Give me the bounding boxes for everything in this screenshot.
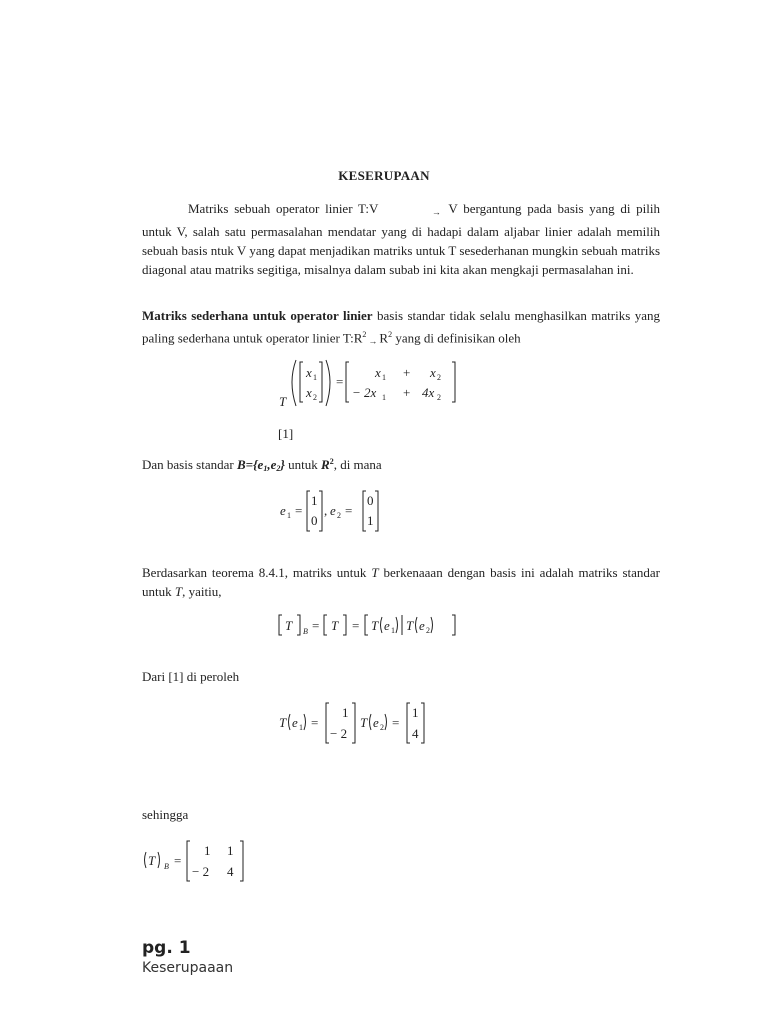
svg-text:T: T [285, 618, 293, 633]
svg-text:0: 0 [367, 493, 374, 508]
svg-text:T: T [406, 618, 414, 633]
svg-text:T: T [360, 715, 368, 730]
svg-text:x: x [306, 365, 312, 380]
svg-text:2: 2 [337, 511, 341, 520]
svg-text:=: = [174, 853, 182, 868]
equation-transformation [276, 356, 466, 412]
svg-text:1: 1 [412, 705, 419, 720]
svg-text:1: 1 [204, 843, 211, 858]
svg-text:2: 2 [437, 393, 441, 402]
svg-text:1: 1 [342, 705, 349, 720]
svg-text:x: x [375, 365, 381, 380]
svg-text:=: = [295, 503, 303, 518]
svg-text:=: = [392, 715, 400, 730]
svg-text:T: T [279, 715, 287, 730]
svg-text:+: + [403, 365, 411, 380]
svg-text:4x: 4x [422, 385, 435, 400]
svg-text:1: 1 [227, 843, 234, 858]
svg-text:=: = [345, 503, 353, 518]
svg-text:+: + [403, 385, 411, 400]
eq-T: T [279, 394, 287, 409]
arrow-icon: → [431, 207, 441, 217]
svg-text:2: 2 [313, 393, 317, 402]
theorem-paragraph: Berdasarkan teorema 8.4.1, matriks untuk T berkenaaan dengan basis ini adalah matriks standar untuk T, yaitiu, [142, 565, 660, 599]
equation-result-matrix [140, 838, 260, 884]
svg-text:4: 4 [227, 864, 234, 879]
svg-text:e: e [280, 503, 286, 518]
arrow-icon: → [368, 336, 378, 347]
section-heading: Matriks sederhana untuk operator linier [142, 308, 373, 323]
svg-text:T: T [331, 618, 339, 633]
svg-text:1: 1 [382, 373, 386, 382]
svg-text:e: e [373, 715, 379, 730]
svg-text:1: 1 [313, 373, 317, 382]
svg-text:2: 2 [426, 626, 430, 635]
svg-text:T: T [371, 618, 379, 633]
footer-doc-title: Keserupaaan [142, 960, 234, 976]
svg-text:1: 1 [391, 626, 395, 635]
equation-label: [1] [278, 426, 294, 441]
svg-text:=: = [336, 374, 344, 389]
svg-text:e: e [419, 618, 425, 633]
svg-text:T: T [148, 853, 156, 868]
document-title: KESERUPAAN [338, 168, 430, 183]
svg-text:x: x [430, 365, 436, 380]
equation-images [276, 700, 436, 746]
page-number: pg. 1 [142, 938, 191, 958]
equation-basis-vectors [278, 488, 388, 534]
dari-line: Dari [1] di peroleh [142, 669, 240, 684]
svg-text:4: 4 [412, 726, 419, 741]
svg-text:=: = [311, 715, 319, 730]
svg-text:− 2: − 2 [192, 864, 210, 879]
svg-text:1: 1 [299, 723, 303, 732]
svg-text:e: e [384, 618, 390, 633]
svg-text:2: 2 [437, 373, 441, 382]
sehingga-line: sehingga [142, 807, 189, 822]
svg-text:− 2x: − 2x [352, 385, 377, 400]
simple-matrix-paragraph: Matriks sederhana untuk operator linier basis standar tidak selalu menghasilkan matriks yang paling sederhana untuk operator linier $T:R^2\to R^2$ yang di definisikan oleh [142, 306, 660, 351]
svg-text:− 2: − 2 [330, 726, 348, 741]
equation-standard-matrix [276, 612, 466, 640]
svg-text:B: B [303, 627, 308, 636]
svg-text:=: = [312, 618, 320, 633]
svg-text:e: e [292, 715, 298, 730]
svg-text:,: , [324, 503, 328, 518]
svg-text:1: 1 [382, 393, 386, 402]
svg-text:1: 1 [287, 511, 291, 520]
svg-text:1: 1 [367, 513, 374, 528]
svg-text:e: e [330, 503, 336, 518]
svg-text:1: 1 [311, 493, 318, 508]
svg-text:x: x [306, 385, 312, 400]
intro-paragraph: Matriks sebuah operator linier T:V → V bergantung pada basis yang di pilih untuk V, salah satu permasalahan mendatar yang di hadapi dalam aljabar linier adalah memilih sebuah basis ntuk V yang dapat menjadikan matriks untuk T sesederhanan mungkin sebuah matriks diagonal atau matriks segitiga, misalnya dalam subab ini kita akan mengkaji permasalahan ini. [142, 201, 661, 277]
svg-text:2: 2 [380, 723, 384, 732]
basis-line: Dan basis standar B={e1,e2} untuk $R^2$, di mana [142, 457, 382, 473]
svg-text:0: 0 [311, 513, 318, 528]
svg-text:=: = [352, 618, 360, 633]
svg-text:B: B [164, 862, 169, 871]
